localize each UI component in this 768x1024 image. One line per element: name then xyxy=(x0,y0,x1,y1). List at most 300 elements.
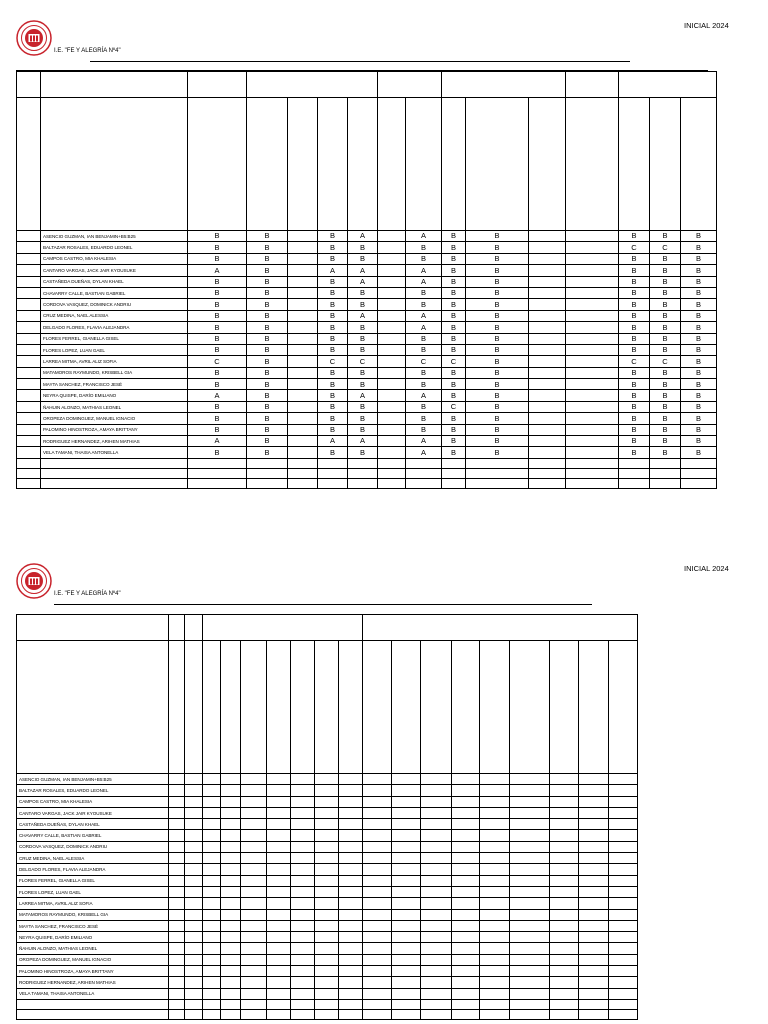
table-row xyxy=(17,943,638,954)
grade-cell xyxy=(288,265,318,276)
blank-grade-cell xyxy=(480,807,510,818)
empty-cell xyxy=(247,458,288,468)
blank-grade-cell xyxy=(510,988,550,999)
blank-grade-cell xyxy=(266,898,290,909)
student-name: CAMPOS CASTRO, MIA KHALESIA xyxy=(17,796,169,807)
grade-cell: B xyxy=(247,242,288,253)
blank-grade-cell xyxy=(266,943,290,954)
grade-cell xyxy=(529,287,566,298)
grade-cell xyxy=(288,299,318,310)
blank-grade-cell xyxy=(290,977,314,988)
blank-grade-cell xyxy=(550,875,579,886)
empty-cell xyxy=(266,999,290,1009)
blank-grade-cell xyxy=(550,853,579,864)
blank-grade-cell xyxy=(608,841,637,852)
grade-cell: B xyxy=(318,242,348,253)
blank-grade-cell xyxy=(362,943,391,954)
group-header-cell xyxy=(362,615,637,641)
blank-grade-cell xyxy=(480,796,510,807)
blank-grade-cell xyxy=(266,875,290,886)
blank-grade-cell xyxy=(203,807,221,818)
blank-grade-cell xyxy=(510,807,550,818)
row-number-cell xyxy=(17,356,41,367)
blank-grade-cell xyxy=(392,830,421,841)
grade-cell: B xyxy=(466,379,529,390)
grade-cell: B xyxy=(442,447,466,458)
blank-grade-cell xyxy=(451,875,479,886)
blank-grade-cell xyxy=(185,909,203,920)
grade-cell: B xyxy=(247,367,288,378)
blank-grade-cell xyxy=(185,988,203,999)
grade-cell: B xyxy=(442,287,466,298)
competency-header-cell xyxy=(566,98,619,231)
competency-header-cell xyxy=(619,98,650,231)
group-header-cell xyxy=(442,72,566,98)
grade-cell: B xyxy=(619,333,650,344)
competency-header-cell xyxy=(378,98,406,231)
empty-cell xyxy=(290,999,314,1009)
competency-header-cell xyxy=(203,641,221,774)
blank-grade-cell xyxy=(220,898,240,909)
grade-cell: B xyxy=(681,356,717,367)
grade-cell xyxy=(529,367,566,378)
grade-cell: B xyxy=(188,253,247,264)
table-row xyxy=(17,954,638,965)
blank-grade-cell xyxy=(220,853,240,864)
blank-grade-cell xyxy=(550,932,579,943)
school-name: I.E. "FE Y ALEGRÍA Nº4" xyxy=(54,48,121,54)
blank-grade-cell xyxy=(220,988,240,999)
blank-grade-cell xyxy=(203,886,221,897)
blank-grade-cell xyxy=(510,774,550,785)
grade-cell: B xyxy=(348,242,378,253)
blank-grade-cell xyxy=(290,819,314,830)
table-row xyxy=(17,819,638,830)
grade-cell: B xyxy=(188,287,247,298)
header-group-row xyxy=(17,615,638,641)
student-name: NEYRA QUISPE, DARÍO EMILIANO xyxy=(41,390,188,401)
grade-cell: B xyxy=(318,310,348,321)
empty-cell xyxy=(338,1009,362,1019)
blank-grade-cell xyxy=(314,886,338,897)
empty-cell xyxy=(650,478,681,488)
blank-grade-cell xyxy=(480,819,510,830)
empty-cell xyxy=(466,468,529,478)
empty-cell xyxy=(650,458,681,468)
blank-grade-cell xyxy=(338,796,362,807)
blank-grade-cell xyxy=(338,875,362,886)
blank-grade-cell xyxy=(480,920,510,931)
grade-cell: B xyxy=(406,287,442,298)
blank-grade-cell xyxy=(220,819,240,830)
blank-grade-cell xyxy=(421,898,451,909)
student-name: FLORES LOPEZ, LUAN GAEL xyxy=(17,886,169,897)
table-row xyxy=(17,287,717,298)
blank-grade-cell xyxy=(608,774,637,785)
empty-cell xyxy=(41,478,188,488)
student-name: OROPEZA DOMINGUEZ, MANUEL IGNACIO xyxy=(41,413,188,424)
blank-grade-cell xyxy=(338,988,362,999)
blank-grade-cell xyxy=(550,830,579,841)
blank-grade-cell xyxy=(579,830,608,841)
blank-grade-cell xyxy=(362,853,391,864)
blank-grade-cell xyxy=(168,988,185,999)
table-row xyxy=(17,310,717,321)
student-name: ÑAHUIN ALONZO, MATHIAS LEONEL xyxy=(41,401,188,412)
grade-cell: B xyxy=(348,299,378,310)
row-number-cell xyxy=(17,344,41,355)
grades-table-page-2 xyxy=(16,614,638,1020)
empty-cell xyxy=(247,468,288,478)
school-name-2: I.E. "FE Y ALEGRÍA Nº4" xyxy=(54,591,121,597)
blank-grade-cell xyxy=(168,920,185,931)
blank-grade-cell xyxy=(451,920,479,931)
grade-cell: B xyxy=(442,322,466,333)
grade-cell xyxy=(378,231,406,242)
grade-cell xyxy=(529,390,566,401)
blank-grade-cell xyxy=(510,966,550,977)
blank-grade-cell xyxy=(550,807,579,818)
blank-grade-cell xyxy=(266,807,290,818)
grade-cell xyxy=(288,401,318,412)
blank-grade-cell xyxy=(608,864,637,875)
empty-cell xyxy=(17,478,41,488)
empty-cell xyxy=(168,999,185,1009)
grade-cell: A xyxy=(348,436,378,447)
blank-grade-cell xyxy=(290,886,314,897)
grade-cell: B xyxy=(318,276,348,287)
grade-cell: B xyxy=(681,344,717,355)
blank-grade-cell xyxy=(240,796,266,807)
competency-header-cell xyxy=(290,641,314,774)
blank-grade-cell xyxy=(480,841,510,852)
grade-cell: B xyxy=(188,310,247,321)
competency-header-cell xyxy=(266,641,290,774)
grade-cell xyxy=(378,310,406,321)
grade-cell: B xyxy=(619,436,650,447)
student-name: ÑAHUIN ALONZO, MATHIAS LEONEL xyxy=(17,943,169,954)
blank-grade-cell xyxy=(451,898,479,909)
blank-grade-cell xyxy=(314,864,338,875)
grade-cell: B xyxy=(681,401,717,412)
grade-cell: B xyxy=(681,424,717,435)
blank-grade-cell xyxy=(168,774,185,785)
grade-cell xyxy=(378,265,406,276)
grade-cell: B xyxy=(681,322,717,333)
grade-cell xyxy=(529,424,566,435)
grade-cell xyxy=(288,379,318,390)
blank-grade-cell xyxy=(480,898,510,909)
blank-grade-cell xyxy=(510,932,550,943)
blank-grade-cell xyxy=(338,898,362,909)
competency-header-cell xyxy=(318,98,348,231)
blank-grade-cell xyxy=(240,841,266,852)
blank-grade-cell xyxy=(421,988,451,999)
grade-cell: B xyxy=(650,447,681,458)
grade-cell: B xyxy=(650,436,681,447)
grade-cell xyxy=(529,265,566,276)
student-name: CORDOVA VASQUEZ, DOMINICK ANDRIU xyxy=(41,299,188,310)
grade-cell: B xyxy=(188,413,247,424)
grade-cell: B xyxy=(348,424,378,435)
blank-grade-cell xyxy=(240,954,266,965)
grade-cell: B xyxy=(681,265,717,276)
table-row xyxy=(17,401,717,412)
grade-cell: A xyxy=(188,265,247,276)
empty-cell xyxy=(510,1009,550,1019)
student-name: PALOMINO HINOSTROZA, AMAYA BRITTANY xyxy=(17,966,169,977)
grade-cell xyxy=(529,242,566,253)
blank-grade-cell xyxy=(168,830,185,841)
blank-grade-cell xyxy=(240,807,266,818)
blank-grade-cell xyxy=(362,875,391,886)
blank-grade-cell xyxy=(480,830,510,841)
grade-cell: B xyxy=(619,276,650,287)
blank-grade-cell xyxy=(579,785,608,796)
table-row xyxy=(17,322,717,333)
blank-grade-cell xyxy=(168,977,185,988)
competency-header-cell xyxy=(288,98,318,231)
grade-cell: C xyxy=(406,356,442,367)
grade-cell: B xyxy=(442,333,466,344)
blank-grade-cell xyxy=(314,977,338,988)
grade-cell: B xyxy=(466,299,529,310)
grade-cell: B xyxy=(247,310,288,321)
blank-grade-cell xyxy=(421,886,451,897)
blank-grade-cell xyxy=(392,898,421,909)
grade-cell: B xyxy=(681,367,717,378)
grade-cell: C xyxy=(619,242,650,253)
empty-cell xyxy=(466,478,529,488)
empty-row xyxy=(17,1009,638,1019)
table-row xyxy=(17,988,638,999)
row-number-cell xyxy=(17,424,41,435)
blank-grade-cell xyxy=(550,886,579,897)
grade-cell xyxy=(378,242,406,253)
blank-grade-cell xyxy=(392,875,421,886)
competency-header-cell xyxy=(188,98,247,231)
empty-row xyxy=(17,478,717,488)
group-header-cell xyxy=(378,72,442,98)
row-number-cell xyxy=(17,436,41,447)
grade-cell: C xyxy=(188,356,247,367)
grade-cell xyxy=(288,231,318,242)
table-row xyxy=(17,853,638,864)
blank-grade-cell xyxy=(392,909,421,920)
table-row xyxy=(17,864,638,875)
blank-grade-cell xyxy=(550,774,579,785)
grade-cell xyxy=(378,287,406,298)
grade-cell: B xyxy=(650,367,681,378)
empty-cell xyxy=(290,1009,314,1019)
grade-cell: B xyxy=(318,413,348,424)
competency-header-cell xyxy=(220,641,240,774)
blank-grade-cell xyxy=(240,966,266,977)
student-name: CANTARO VARGAS, JACK JAIR KYOUSUKE xyxy=(41,265,188,276)
empty-cell xyxy=(17,458,41,468)
group-header-cell xyxy=(41,72,188,98)
blank-grade-cell xyxy=(550,796,579,807)
table-row xyxy=(17,977,638,988)
group-header-cell xyxy=(17,615,169,641)
blank-grade-cell xyxy=(338,920,362,931)
row-number-cell xyxy=(17,242,41,253)
blank-grade-cell xyxy=(314,796,338,807)
header-rule-3 xyxy=(54,604,592,605)
blank-grade-cell xyxy=(362,898,391,909)
blank-grade-cell xyxy=(290,853,314,864)
group-header-cell xyxy=(247,72,378,98)
empty-cell xyxy=(17,468,41,478)
grade-cell: B xyxy=(650,401,681,412)
blank-grade-cell xyxy=(266,909,290,920)
grade-cell: B xyxy=(188,367,247,378)
grade-cell: B xyxy=(188,333,247,344)
table-row xyxy=(17,253,717,264)
grade-cell xyxy=(529,344,566,355)
grade-cell: B xyxy=(247,379,288,390)
grade-cell: B xyxy=(466,242,529,253)
empty-cell xyxy=(579,999,608,1009)
blank-grade-cell xyxy=(362,864,391,875)
blank-grade-cell xyxy=(608,954,637,965)
blank-grade-cell xyxy=(185,841,203,852)
blank-grade-cell xyxy=(608,977,637,988)
blank-grade-cell xyxy=(168,819,185,830)
blank-grade-cell xyxy=(362,807,391,818)
blank-grade-cell xyxy=(421,774,451,785)
blank-grade-cell xyxy=(290,988,314,999)
blank-grade-cell xyxy=(266,920,290,931)
grade-cell xyxy=(378,447,406,458)
empty-cell xyxy=(240,1009,266,1019)
blank-grade-cell xyxy=(220,954,240,965)
row-number-cell xyxy=(17,299,41,310)
blank-grade-cell xyxy=(550,898,579,909)
grade-cell: B xyxy=(466,231,529,242)
grade-cell xyxy=(378,367,406,378)
student-name: BALTAZAR ROSALES, EDUARDO LEONEL xyxy=(41,242,188,253)
competency-header-cell xyxy=(529,98,566,231)
grade-cell: B xyxy=(466,401,529,412)
blank-grade-cell xyxy=(240,864,266,875)
row-number-cell xyxy=(17,333,41,344)
grade-cell: B xyxy=(247,253,288,264)
grade-cell: B xyxy=(318,401,348,412)
empty-cell xyxy=(17,999,169,1009)
table-row xyxy=(17,807,638,818)
blank-grade-cell xyxy=(266,853,290,864)
blank-grade-cell xyxy=(314,841,338,852)
blank-grade-cell xyxy=(240,774,266,785)
table-row xyxy=(17,932,638,943)
grade-cell xyxy=(378,390,406,401)
student-name: ASENCIO GUZMAN, IAN BENJAMIN+B5:B25 xyxy=(17,774,169,785)
blank-grade-cell xyxy=(290,954,314,965)
empty-cell xyxy=(392,1009,421,1019)
blank-grade-cell xyxy=(550,841,579,852)
blank-grade-cell xyxy=(185,898,203,909)
grade-cell: B xyxy=(318,344,348,355)
blank-grade-cell xyxy=(480,909,510,920)
grade-cell: C xyxy=(318,356,348,367)
table-row xyxy=(17,898,638,909)
blank-grade-cell xyxy=(203,898,221,909)
grade-cell: B xyxy=(681,379,717,390)
grade-cell xyxy=(378,413,406,424)
grade-cell xyxy=(566,242,619,253)
grade-cell: B xyxy=(681,299,717,310)
blank-grade-cell xyxy=(451,853,479,864)
grade-cell xyxy=(378,333,406,344)
grade-cell: B xyxy=(318,390,348,401)
grade-cell xyxy=(566,231,619,242)
student-name: CRUZ MEDINA, NAEL ALESSIA xyxy=(17,853,169,864)
student-name: LARREA MITMA, AVRIL ALIZ SOFIA xyxy=(17,898,169,909)
grade-cell xyxy=(288,333,318,344)
blank-grade-cell xyxy=(314,943,338,954)
grade-cell: B xyxy=(466,310,529,321)
grade-cell: B xyxy=(466,333,529,344)
blank-grade-cell xyxy=(240,932,266,943)
grade-cell: B xyxy=(650,276,681,287)
grade-cell: B xyxy=(318,447,348,458)
grade-cell xyxy=(529,253,566,264)
blank-grade-cell xyxy=(579,819,608,830)
empty-cell xyxy=(185,999,203,1009)
grade-cell xyxy=(529,379,566,390)
blank-grade-cell xyxy=(392,943,421,954)
blank-grade-cell xyxy=(168,943,185,954)
blank-grade-cell xyxy=(608,966,637,977)
grade-cell: B xyxy=(619,379,650,390)
blank-grade-cell xyxy=(168,932,185,943)
table-row xyxy=(17,390,717,401)
grade-cell: B xyxy=(188,447,247,458)
blank-grade-cell xyxy=(203,841,221,852)
empty-cell xyxy=(220,999,240,1009)
year-label-2: INICIAL 2024 xyxy=(684,564,729,573)
blank-grade-cell xyxy=(451,819,479,830)
blank-grade-cell xyxy=(608,807,637,818)
grade-cell: B xyxy=(466,424,529,435)
grade-cell: B xyxy=(442,231,466,242)
grade-cell: B xyxy=(650,265,681,276)
blank-grade-cell xyxy=(185,864,203,875)
student-name: CHAVARRY CALLE, BASTIAN GABRIEL xyxy=(41,287,188,298)
blank-grade-cell xyxy=(579,807,608,818)
blank-grade-cell xyxy=(240,886,266,897)
empty-cell xyxy=(608,1009,637,1019)
student-name: FLORES LOPEZ, LUAN GAEL xyxy=(41,344,188,355)
row-number-cell xyxy=(17,322,41,333)
blank-grade-cell xyxy=(266,954,290,965)
blank-grade-cell xyxy=(338,977,362,988)
grade-cell: B xyxy=(188,344,247,355)
table-row xyxy=(17,276,717,287)
grade-cell: B xyxy=(650,379,681,390)
blank-grade-cell xyxy=(392,841,421,852)
table-row xyxy=(17,886,638,897)
competency-header-cell xyxy=(510,641,550,774)
blank-grade-cell xyxy=(185,977,203,988)
empty-cell xyxy=(168,1009,185,1019)
empty-cell xyxy=(579,1009,608,1019)
empty-cell xyxy=(185,1009,203,1019)
competency-header-cell xyxy=(421,641,451,774)
grade-cell: B xyxy=(442,299,466,310)
blank-grade-cell xyxy=(240,988,266,999)
